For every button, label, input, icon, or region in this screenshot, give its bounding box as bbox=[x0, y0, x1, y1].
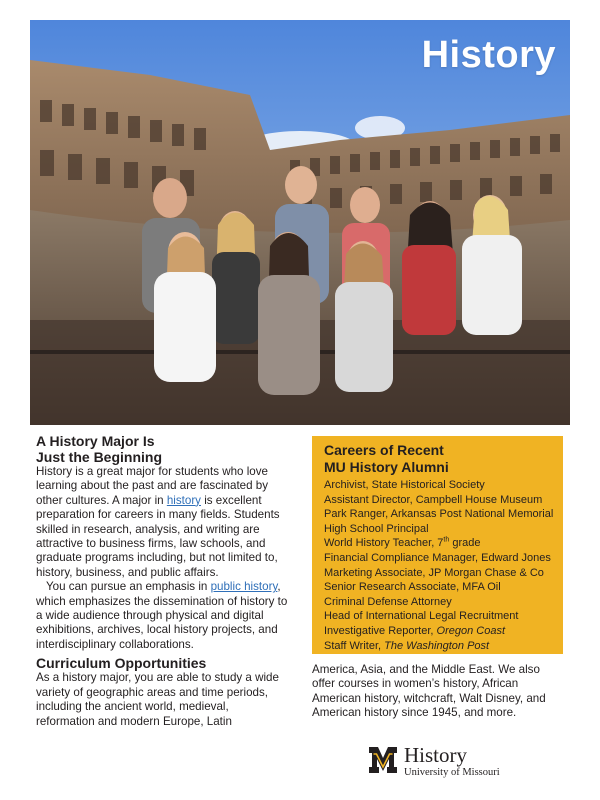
career-item: Financial Compliance Manager, Edward Jones bbox=[324, 551, 551, 564]
career-item: Park Ranger, Arkansas Post National Memorial bbox=[324, 508, 554, 521]
intro-heading-line1: A History Major Is bbox=[36, 433, 155, 449]
career-item-sup: th bbox=[443, 536, 450, 544]
career-item: Criminal Defense Attorney bbox=[324, 595, 452, 608]
career-item-italic: The Washington Post bbox=[384, 639, 490, 652]
history-link[interactable]: history bbox=[166, 493, 201, 507]
public-history-text-continued: , which emphasizes the dissemination of history to a wide audience through physical and digital exhibitions, archives, local history projects, and interdisciplinary collaborations. bbox=[36, 580, 288, 651]
hero-photo bbox=[30, 20, 570, 425]
page-title: History bbox=[421, 34, 556, 76]
careers-heading-line1: Careers of Recent bbox=[324, 442, 444, 458]
career-item bbox=[324, 536, 563, 551]
career-item: High School Principal bbox=[324, 522, 429, 535]
mizzou-m-icon bbox=[368, 745, 398, 779]
career-item: Marketing Associate, JP Morgan Chase & Co bbox=[324, 566, 544, 579]
intro-text: History is a great major for students who love learning about the past and are fascinated by other cultures. A major in bbox=[36, 465, 269, 507]
career-item-text: Staff Writer, bbox=[324, 639, 385, 652]
career-item-text: Investigative Reporter, bbox=[324, 624, 437, 637]
careers-heading-line2: MU History Alumni bbox=[324, 458, 449, 475]
public-history-text: You can pursue an emphasis in bbox=[46, 580, 211, 594]
career-item-text: World History Teacher, 7 bbox=[324, 537, 444, 550]
intro-text-continued: is excellent preparation for careers in many fields. Students skilled in research, analysis, and writing are attractive to business firms, law schools, and graduate programs including, but not limited to, history, business, and public affairs. bbox=[36, 493, 280, 579]
career-item: Archivist, State Historical Society bbox=[324, 479, 485, 491]
career-item-italic: Oregon Coast bbox=[436, 624, 505, 637]
career-item bbox=[324, 624, 563, 639]
career-item: Assistant Director, Campbell House Museum bbox=[324, 493, 543, 506]
logo-university: University of Missouri bbox=[404, 767, 500, 778]
curriculum-paragraph: As a history major, you are able to study a wide variety of geographic areas and time periods, including the ancient world, medieval, reformation and modern Europe, Latin bbox=[36, 671, 279, 728]
curriculum-paragraph-continued: America, Asia, and the Middle East. We also offer courses in women’s history, African American history, witchcraft, Walt Disney, and American history since 1945, and more. bbox=[312, 663, 546, 720]
intro-heading bbox=[36, 433, 288, 465]
colosseum-photo-illustration bbox=[30, 20, 570, 425]
careers-box bbox=[312, 436, 563, 654]
careers-list bbox=[324, 478, 563, 653]
intro-paragraph-1 bbox=[36, 465, 288, 580]
careers-heading bbox=[324, 442, 563, 475]
mu-history-logo bbox=[368, 745, 528, 781]
career-item: Head of International Legal Recruitment bbox=[324, 610, 519, 623]
career-item: Senior Research Associate, MFA Oil bbox=[324, 581, 501, 594]
career-item bbox=[324, 639, 563, 654]
curriculum-heading: Curriculum Opportunities bbox=[36, 655, 207, 672]
public-history-link[interactable]: public history bbox=[210, 580, 278, 594]
career-item-tail: grade bbox=[449, 537, 481, 550]
left-column bbox=[36, 433, 288, 729]
logo-name: History bbox=[404, 743, 467, 767]
intro-heading-line2: Just the Beginning bbox=[36, 449, 162, 465]
intro-paragraph-2 bbox=[36, 580, 288, 652]
